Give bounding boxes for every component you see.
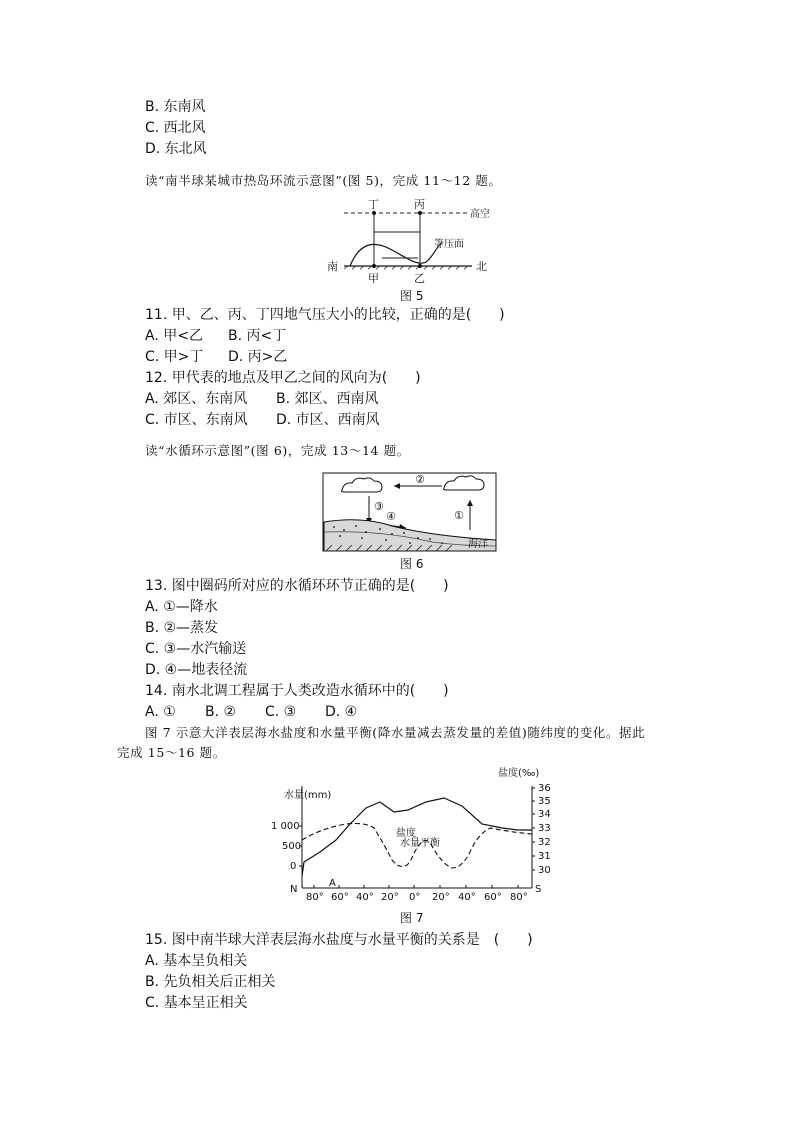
q11-option-c: C. 甲>丁: [145, 349, 204, 365]
left-tick-500: 500: [282, 841, 302, 852]
x-tick-40n: 40°: [356, 892, 374, 903]
left-axis-label: 水量(mm): [284, 790, 332, 801]
label-bing: 丙: [414, 198, 425, 211]
right-tick-35: 35: [538, 796, 551, 807]
label-yi: 乙: [414, 272, 425, 285]
figure-7-salinity-water-balance-chart: [270, 764, 560, 928]
q10-option-c: C. 西北风: [145, 120, 206, 136]
x-tick-40s: 40°: [458, 892, 476, 903]
q13-option-a: A. ①—降水: [145, 599, 218, 615]
label-N: N: [290, 884, 298, 895]
right-axis-label: 盐度(‰): [498, 768, 540, 779]
q13-stem: 13. 图中圈码所对应的水循环环节正确的是( ): [145, 578, 449, 594]
right-tick-34: 34: [538, 809, 551, 820]
label-water-balance: 水量平衡: [400, 838, 440, 849]
x-tick-20n: 20°: [381, 892, 399, 903]
label-jia: 甲: [368, 272, 379, 285]
q11-option-d: D. 丙>乙: [228, 349, 288, 365]
figure-7-caption: 图 7: [400, 911, 424, 925]
x-tick-60s: 60°: [484, 892, 502, 903]
x-tick-60n: 60°: [331, 892, 349, 903]
right-tick-33: 33: [538, 823, 551, 834]
x-tick-80s: 80°: [510, 892, 528, 903]
q15-option-c: C. 基本呈正相关: [145, 995, 248, 1011]
right-tick-32: 32: [538, 837, 551, 848]
label-num-2: ②: [415, 473, 425, 486]
intro-fig7-line2: 完成 15～16 题。: [117, 745, 226, 760]
point-yi: [418, 264, 422, 268]
q12-option-c: C. 市区、东南风: [145, 412, 248, 428]
label-isobar: 等压面: [434, 239, 464, 250]
isobar-curve: [350, 242, 442, 266]
q15-option-a: A. 基本呈负相关: [145, 953, 248, 969]
label-north: 北: [476, 260, 487, 273]
label-A: A: [329, 878, 336, 889]
label-num-3: ③: [374, 500, 384, 513]
point-jia: [372, 264, 376, 268]
q10-option-d: D. 东北风: [145, 141, 207, 157]
q11-stem: 11. 甲、乙、丙、丁四地气压大小的比较，正确的是( ): [145, 307, 505, 323]
q11-option-b: B. 丙<丁: [228, 328, 287, 344]
q14-stem: 14. 南水北调工程属于人类改造水循环中的( ): [145, 683, 449, 699]
x-tick-80n: 80°: [306, 892, 324, 903]
right-tick-31: 31: [538, 851, 551, 862]
label-ocean: 海洋: [468, 539, 488, 550]
left-tick-1000: 1 000: [271, 821, 300, 832]
q13-option-d: D. ④—地表径流: [145, 662, 248, 678]
salinity-curve: [302, 798, 532, 876]
label-high-altitude: 高空: [470, 209, 490, 220]
q12-option-d: D. 市区、西南风: [276, 412, 380, 428]
q14-option-b: B. ②: [205, 704, 237, 720]
q12-option-a: A. 郊区、东南风: [145, 391, 248, 407]
label-num-1: ①: [454, 509, 464, 522]
figure-6-water-cycle-diagram: [322, 472, 498, 572]
label-ding: 丁: [368, 198, 379, 211]
q15-option-b: B. 先负相关后正相关: [145, 974, 276, 990]
figure-6-caption: 图 6: [400, 557, 424, 571]
intro-fig7-line1: 图 7 示意大洋表层海水盐度和水量平衡(降水量减去蒸发量的差值)随纬度的变化。据此: [145, 725, 646, 740]
q12-option-b: B. 郊区、西南风: [276, 391, 379, 407]
label-S: S: [535, 884, 542, 895]
q14-option-d: D. ④: [325, 704, 358, 720]
q15-stem: 15. 图中南半球大洋表层海水盐度与水量平衡的关系是 ( ): [145, 932, 533, 948]
right-tick-36: 36: [538, 783, 551, 794]
q14-option-a: A. ①: [145, 704, 176, 720]
q12-stem: 12. 甲代表的地点及甲乙之间的风向为( ): [145, 370, 421, 386]
right-tick-30: 30: [538, 865, 551, 876]
figure-5-caption: 图 5: [400, 289, 424, 303]
intro-fig5: 读“南半球某城市热岛环流示意图”(图 5)，完成 11～12 题。: [145, 173, 502, 188]
figure-5-heat-island-diagram: [322, 196, 497, 306]
q13-option-c: C. ③—水汽输送: [145, 641, 247, 657]
q13-option-b: B. ②—蒸发: [145, 620, 219, 636]
label-south: 南: [327, 260, 338, 273]
q10-option-b: B. 东南风: [145, 99, 206, 115]
label-salinity: 盐度: [396, 828, 416, 839]
x-tick-0: 0°: [409, 892, 421, 903]
q14-option-c: C. ③: [265, 704, 297, 720]
x-tick-20s: 20°: [432, 892, 450, 903]
label-num-4: ④: [386, 510, 396, 523]
intro-fig6: 读“水循环示意图”(图 6)，完成 13～14 题。: [145, 443, 410, 458]
q11-option-a: A. 甲<乙: [145, 328, 203, 344]
left-tick-0: 0: [290, 861, 297, 872]
